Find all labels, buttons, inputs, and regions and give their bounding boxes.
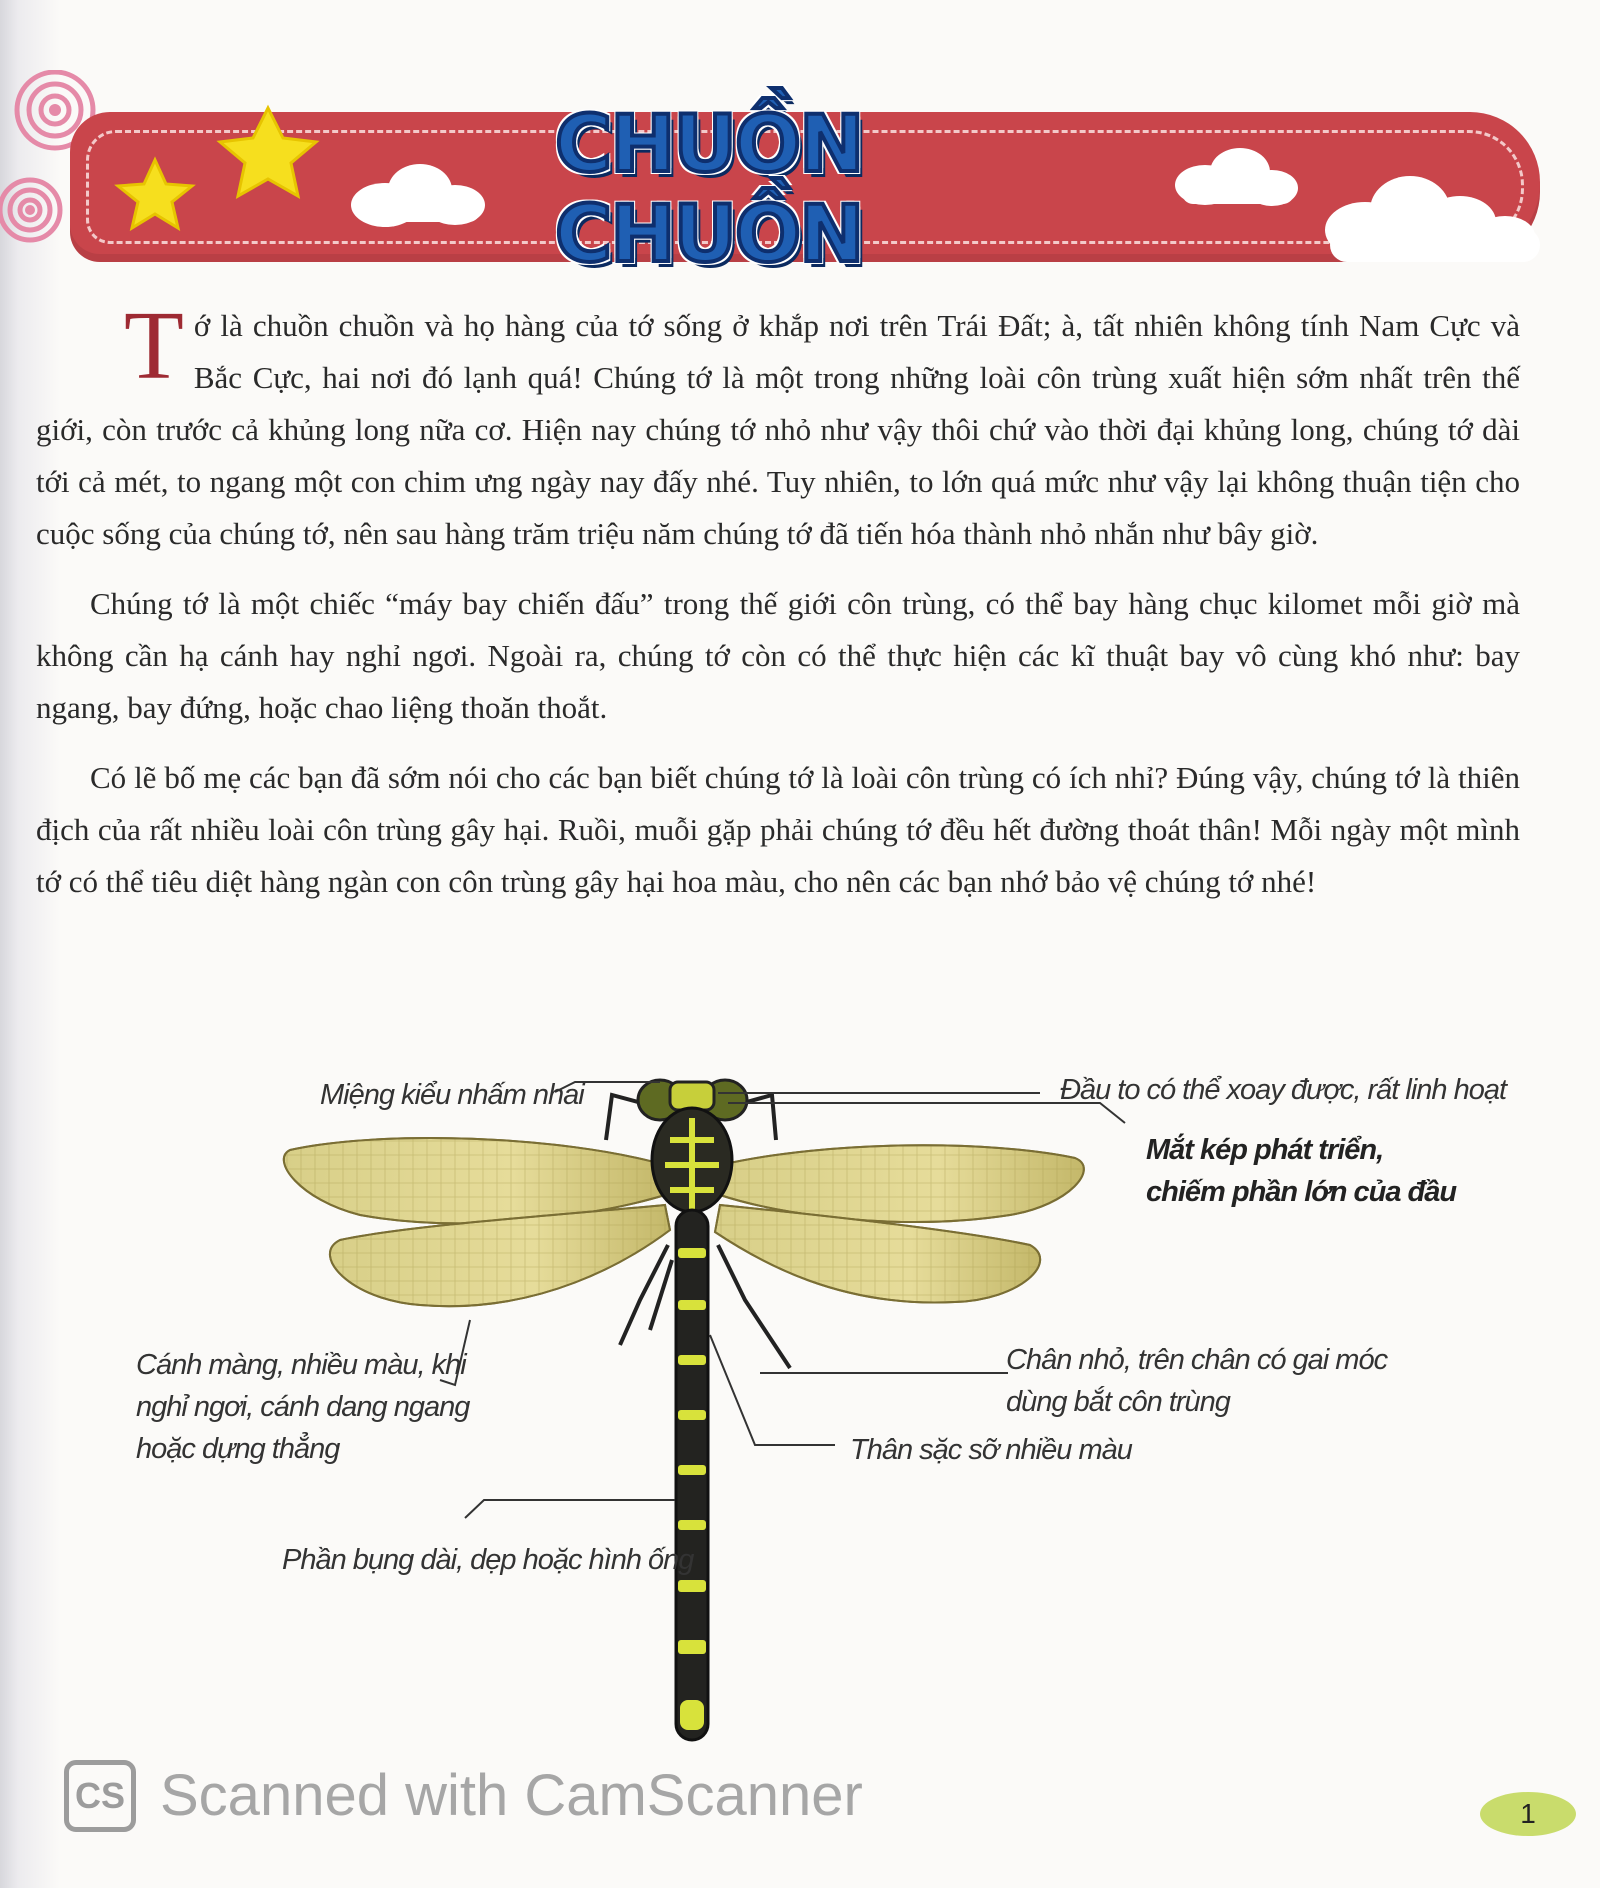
label-abdomen: Phần bụng dài, dẹp hoặc hình ống bbox=[282, 1544, 694, 1576]
page-number: 1 bbox=[1480, 1792, 1576, 1836]
label-wings-line2: nghỉ ngơi, cánh dang ngang bbox=[136, 1391, 470, 1423]
label-wings-line1: Cánh màng, nhiều màu, khi bbox=[136, 1349, 466, 1381]
label-legs-line1: Chân nhỏ, trên chân có gai móc bbox=[1006, 1344, 1388, 1376]
thorax bbox=[652, 1108, 732, 1220]
page-title: CHUỒN CHUỒN bbox=[555, 100, 863, 280]
star-icon bbox=[118, 160, 192, 228]
camscanner-logo: CS bbox=[64, 1760, 136, 1832]
watermark-text: Scanned with CamScanner bbox=[160, 1763, 863, 1828]
paragraph bbox=[36, 292, 1520, 560]
cloud-icon bbox=[351, 164, 485, 227]
label-head: Đầu to có thể xoay được, rất linh hoạt bbox=[1060, 1074, 1507, 1106]
drop-cap: T bbox=[124, 292, 184, 400]
cloud-icon bbox=[1175, 148, 1298, 206]
paragraph: Chúng tớ là một chiếc “máy bay chiến đấu” trong thế giới côn trùng, có thể bay hàng chục kilomet mỗi giờ mà không cần hạ cánh hay nghỉ ngơi. Ngoài ra, chúng tớ còn có thể thực hiện các kĩ thuật bay vô cùng khó như: bay ngang, bay đứng, hoặc chao liệng thoăn thoắt. bbox=[36, 586, 1520, 725]
label-legs-line2: dùng bắt côn trùng bbox=[1006, 1386, 1230, 1418]
label-body: Thân sặc sỡ nhiều màu bbox=[850, 1434, 1132, 1466]
paragraph-text: ớ là chuồn chuồn và họ hàng của tớ sống ở khắp nơi trên Trái Đất; à, tất nhiên không tính Nam Cực và Bắc Cực, hai nơi đó lạnh quá! Chúng tớ là một trong những loài côn trùng xuất hiện sớm nhất trên thế giới, còn trước cả khủng long nữa cơ. Hiện nay chúng tớ nhỏ như vậy thôi chứ vào thời đại khủng long, chúng tớ dài tới cả mét, to ngang một con chim ưng ngày nay đấy nhé. Tuy nhiên, to lớn quá mức như vậy lại không thuận tiện cho cuộc sống của chúng tớ, nên sau hàng trăm triệu năm chúng tớ đã tiến hóa thành nhỏ nhắn như bây giờ. bbox=[36, 308, 1520, 551]
paragraph: Có lẽ bố mẹ các bạn đã sớm nói cho các bạn biết chúng tớ là loài côn trùng có ích nhỉ? Đúng vậy, chúng tớ là thiên địch của rất nhiều loài côn trùng gây hại. Ruồi, muỗi gặp phải chúng tớ đều hết đường thoát thân! Mỗi ngày một mình tớ có thể tiêu diệt hàng ngàn con côn trùng gây hại hoa màu, cho nên các bạn nhớ bảo vệ chúng tớ nhé! bbox=[36, 760, 1520, 899]
article-body bbox=[36, 292, 1520, 926]
label-wings-line3: hoặc dựng thẳng bbox=[136, 1433, 340, 1465]
star-icon bbox=[220, 108, 316, 196]
camscanner-watermark bbox=[64, 1760, 864, 1840]
abdomen bbox=[676, 1210, 708, 1740]
label-mouth: Miệng kiểu nhấm nhai bbox=[320, 1079, 584, 1111]
dragonfly-diagram bbox=[0, 1040, 1600, 1780]
label-eyes-line2: chiếm phần lớn của đầu bbox=[1146, 1176, 1457, 1208]
cloud-icon bbox=[1325, 176, 1540, 262]
label-eyes-line1: Mắt kép phát triển, bbox=[1146, 1134, 1384, 1166]
